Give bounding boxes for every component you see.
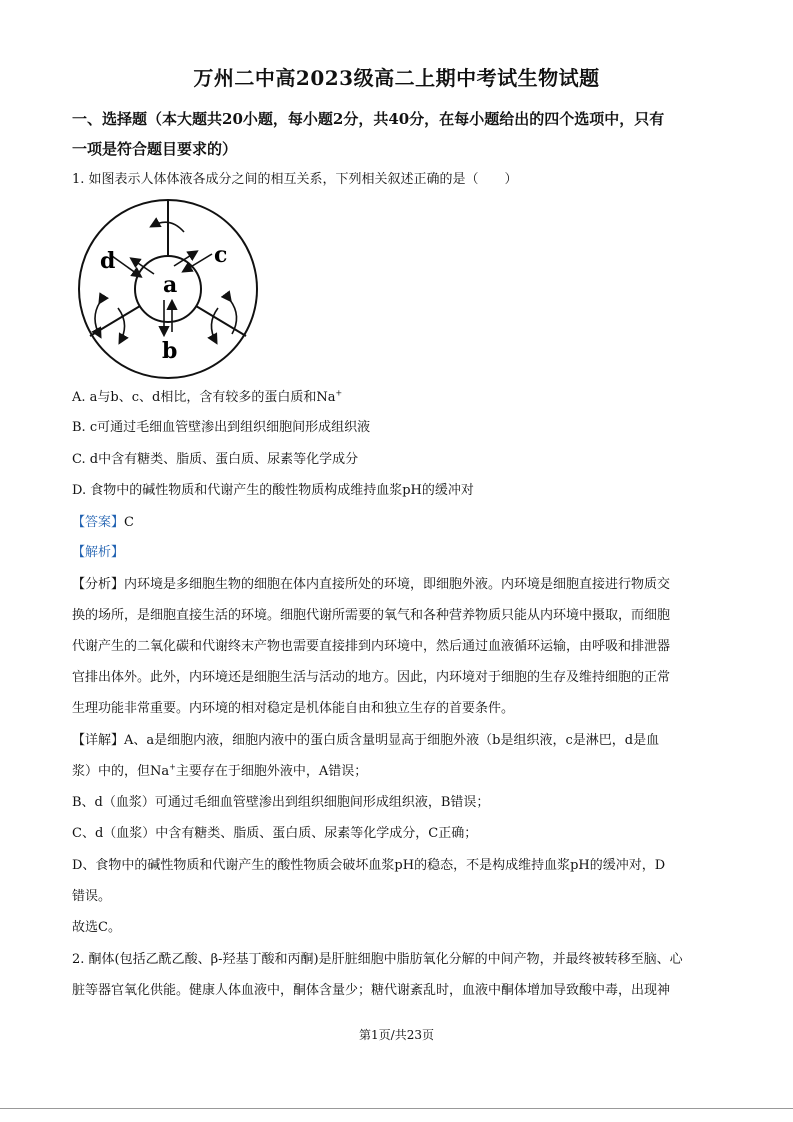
body-fluid-diagram: [72, 196, 264, 382]
label-a: a: [163, 272, 178, 298]
page-footer: 第1页/共23页: [359, 1028, 434, 1042]
analysis-tag: 【解析】: [72, 545, 125, 560]
option-a: A. a与b、c、d相比，含有较多的蛋白质和Na+: [72, 388, 343, 405]
xiangjie-tag: 【详解】: [72, 733, 125, 748]
answer-value: C: [124, 515, 134, 530]
xiangjie-line-1: 【详解】A、a是细胞内液，细胞内液中的蛋白质含量明显高于细胞外液（b是组织液，c是淋巴，d是血: [72, 733, 660, 748]
conclusion: 故选C。: [72, 920, 121, 935]
bottom-divider: [0, 1108, 793, 1109]
fenxi-line-5: 生理功能非常重要。内环境的相对稳定是机体能自由和独立生存的首要条件。: [72, 701, 515, 716]
label-d: d: [100, 248, 116, 274]
label-c: c: [214, 242, 228, 268]
question-1-stem: 1. 如图表示人体体液各成分之间的相互关系，下列相关叙述正确的是（ ）: [72, 172, 518, 187]
fenxi-line-3: 代谢产生的二氧化碳和代谢终末产物也需要直接排到内环境中，然后通过血液循环运输，由呼吸和排泄器: [72, 639, 671, 654]
arrow-right-curve-1: [211, 308, 218, 342]
option-d: D. 食物中的碱性物质和代谢产生的酸性物质构成维持血浆pH的缓冲对: [72, 483, 474, 498]
arrow-d-to-a: [112, 256, 140, 276]
xiangjie-line-b: B、d（血浆）可通过毛细血管壁渗出到组织细胞间形成组织液，B错误；: [72, 795, 490, 810]
divider-right: [196, 306, 246, 336]
answer-tag: 【答案】: [72, 515, 125, 530]
arrow-a-to-c: [174, 252, 196, 266]
answer-line: [72, 515, 134, 531]
page-title: 万州二中高2023级高二上期中考试生物试题: [193, 66, 600, 90]
fenxi-tag: 【分析】: [72, 577, 125, 592]
xiangjie-line-d1: D、食物中的碱性物质和代谢产生的酸性物质会破坏血浆pH的稳态，不是构成维持血浆pH的缓冲对，D: [72, 858, 666, 873]
arrow-left-curve-2: [118, 308, 125, 342]
fenxi-line-4: 官排出体外。此外，内环境还是细胞生活与活动的地方。因此，内环境对于细胞的生存及维持细胞的正常: [72, 670, 671, 685]
question-2-line-2: 脏等器官氧化供能。健康人体血液中，酮体含量少；糖代谢紊乱时，血液中酮体增加导致酸中毒，出现神: [72, 983, 671, 998]
section-heading-line1: 一、选择题（本大题共20小题，每小题2分，共40分，在每小题给出的四个选项中，只有: [72, 110, 665, 128]
question-2-line-1: 2. 酮体(包括乙酰乙酸、β-羟基丁酸和丙酮)是肝脏细胞中脂肪氧化分解的中间产物，并最终被转移至脑、心: [72, 952, 683, 967]
xiangjie-line-c: C、d（血浆）中含有糖类、脂质、蛋白质、尿素等化学成分，C正确；: [72, 826, 478, 841]
xiangjie-line-d2: 错误。: [72, 889, 112, 904]
option-b: B. c可通过毛细血管壁渗出到组织细胞间形成组织液: [72, 420, 371, 435]
xiangjie-line-2: 浆）中的，但Na+主要存在于细胞外液中，A错误；: [72, 762, 368, 779]
option-c: C. d中含有糖类、脂质、蛋白质、尿素等化学成分: [72, 452, 359, 467]
fenxi-line-2: 换的场所，是细胞直接生活的环境。细胞代谢所需要的氧气和各种营养物质只能从内环境中摄取，而细胞: [72, 608, 671, 623]
fenxi-line-1: 【分析】内环境是多细胞生物的细胞在体内直接所处的环境，即细胞外液。内环境是细胞直接进行物质交: [72, 577, 671, 592]
label-b: b: [162, 338, 178, 364]
section-heading-line2: 一项是符合题目要求的）: [72, 140, 238, 158]
